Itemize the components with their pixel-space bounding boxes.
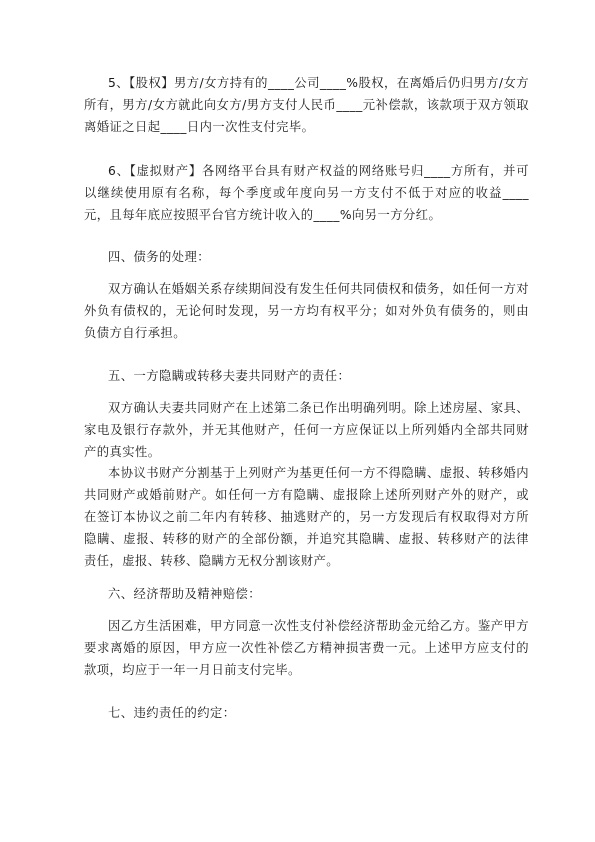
section-6-heading: 六、经济帮助及精神赔偿： (108, 587, 261, 602)
section-7-heading: 七、违约责任的约定： (108, 706, 236, 721)
section-4-body: 双方确认在婚姻关系存续期间没有发生任何共同债权和债务，如任何一方对外负有债权的，无论何时发现，另一方均有权平分；如对外负有债务的，则由负债方自行承担。 (84, 282, 529, 341)
clause-6-virtual-property: 6、【虚拟财产】各网络平台具有财产权益的网络账号归____方所有，并可以继续使用原有名称，每个季度或年度向另一方支付不低于对应的收益____元，且每年底应按照平台官方统计收入的____%向另一方分红。 (84, 164, 529, 223)
section-5-body-2: 本协议书财产分割基于上列财产为基更任何一方不得隐瞒、虚报、转移婚内共同财产或婚前财产。如任何一方有隐瞒、虚报除上述所列财产外的财产，或在签订本协议之前二年内有转移、抽逃财产的，另一方发现后有权取得对方所隐瞒、虚报、转移的财产的全部份额，并追究其隐瞒、虚报、转移财产的法律责任，虚报、转移、隐瞒方无权分割该财产。 (84, 466, 529, 569)
section-6-body: 因乙方生活困难，甲方同意一次性支付补偿经济帮助金元给乙方。鉴产甲方要求离婚的原因，甲方应一次性补偿乙方精神损害费一元。上述甲方应支付的款项，均应于一年一月日前支付完毕。 (84, 619, 529, 678)
section-5-body-1: 双方确认夫妻共同财产在上述第二条已作出明确列明。除上述房屋、家具、家电及银行存款外，并无其他财产，任何一方应保证以上所列婚内全部共同财产的真实性。 (84, 401, 529, 460)
clause-5-equity: 5、【股权】男方/女方持有的____公司____%股权，在离婚后仍归男方/女方所有，男方/女方就此向女方/男方支付人民币____元补偿款，该款项于双方领取离婚证之日起____日内一次性支付完毕。 (84, 76, 529, 135)
section-4-heading: 四、债务的处理： (108, 250, 210, 265)
section-5-heading: 五、一方隐瞒或转移夫妻共同财产的责任： (108, 369, 351, 384)
